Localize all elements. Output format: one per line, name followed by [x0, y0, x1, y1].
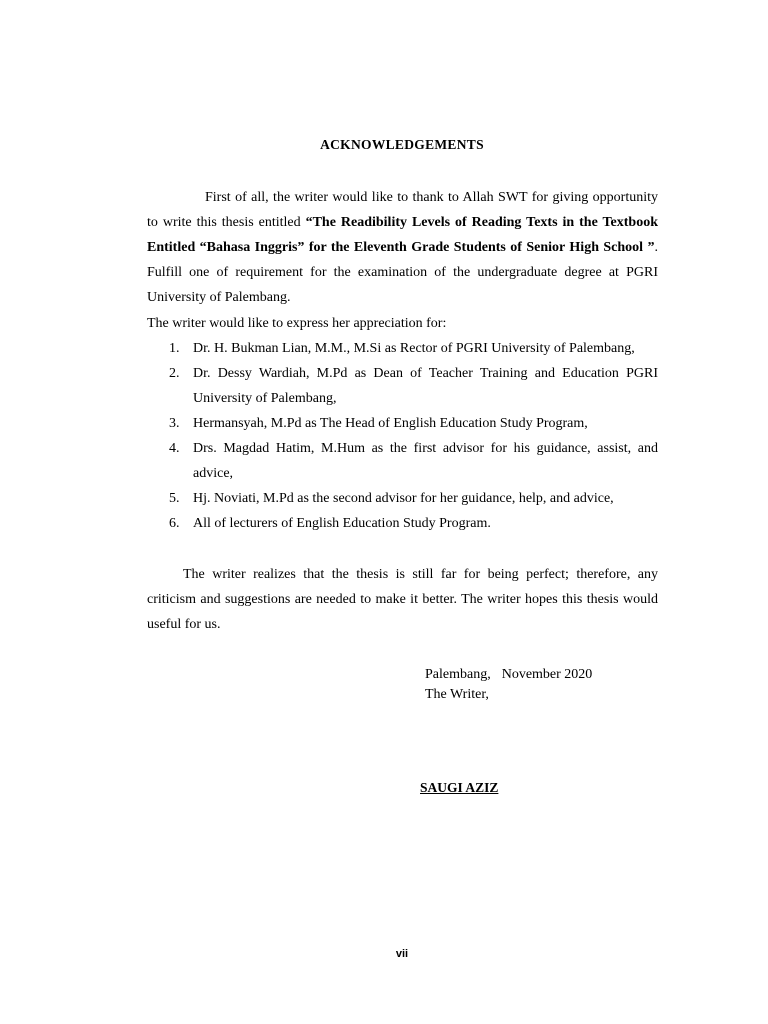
- signature-block: [425, 665, 592, 705]
- list-item-number: 6.: [169, 516, 180, 531]
- list-item-text: Dr. Dessy Wardiah, M.Pd as Dean of Teacher Training and Education PGRI University of Palembang,: [193, 366, 658, 406]
- list-item-text: Dr. H. Bukman Lian, M.M., M.Si as Rector of PGRI University of Palembang,: [193, 341, 635, 356]
- list-item-number: 2.: [169, 366, 180, 381]
- list-item: [147, 511, 658, 536]
- signature-name: SAUGI AZIZ: [420, 780, 499, 795]
- list-item-number: 1.: [169, 341, 180, 356]
- opening-paragraph: [147, 185, 658, 310]
- page-number: vii: [395, 948, 409, 960]
- signature-place: Palembang,: [425, 667, 491, 682]
- list-item-text: Hermansyah, M.Pd as The Head of English Education Study Program,: [193, 416, 588, 431]
- opening-paragraph-tail: . Fulfill one of requirement for the examination of the undergraduate degree at PGRI University of Palembang.: [147, 240, 658, 305]
- closing-paragraph-text: The writer realizes that the thesis is still far for being perfect; therefore, any criticism and suggestions are needed to make it better. The writer hopes this thesis would useful for us.: [147, 567, 658, 632]
- list-item-number: 5.: [169, 491, 180, 506]
- list-item: [147, 336, 658, 361]
- list-item: [147, 486, 658, 511]
- place-date-line: [425, 665, 592, 685]
- list-item-number: 4.: [169, 441, 180, 456]
- list-item-text: Hj. Noviati, M.Pd as the second advisor for her guidance, help, and advice,: [193, 491, 614, 506]
- opening-paragraph-lead: First of all, the writer would like to thank to Allah SWT for giving opportunity to write this thesis entitled: [147, 190, 658, 230]
- thesis-title: “The Readibility Levels of Reading Texts in the Textbook Entitled “Bahasa Inggris” for the Eleventh Grade Students of Senior High School ”: [147, 215, 658, 255]
- list-item-number: 3.: [169, 416, 180, 431]
- list-item: [147, 436, 658, 486]
- signature-date: November 2020: [501, 667, 593, 682]
- closing-paragraph: [147, 562, 658, 637]
- signature-role: The Writer,: [425, 687, 489, 702]
- list-item-text: Drs. Magdad Hatim, M.Hum as the first advisor for his guidance, assist, and advice,: [193, 441, 658, 481]
- list-item: [147, 411, 658, 436]
- list-item-text: All of lecturers of English Education Study Program.: [193, 516, 491, 531]
- appreciation-list: [147, 336, 658, 536]
- appreciation-intro: The writer would like to express her appreciation for:: [147, 316, 447, 331]
- page-title: ACKNOWLEDGEMENTS: [320, 137, 484, 152]
- list-item: [147, 361, 658, 411]
